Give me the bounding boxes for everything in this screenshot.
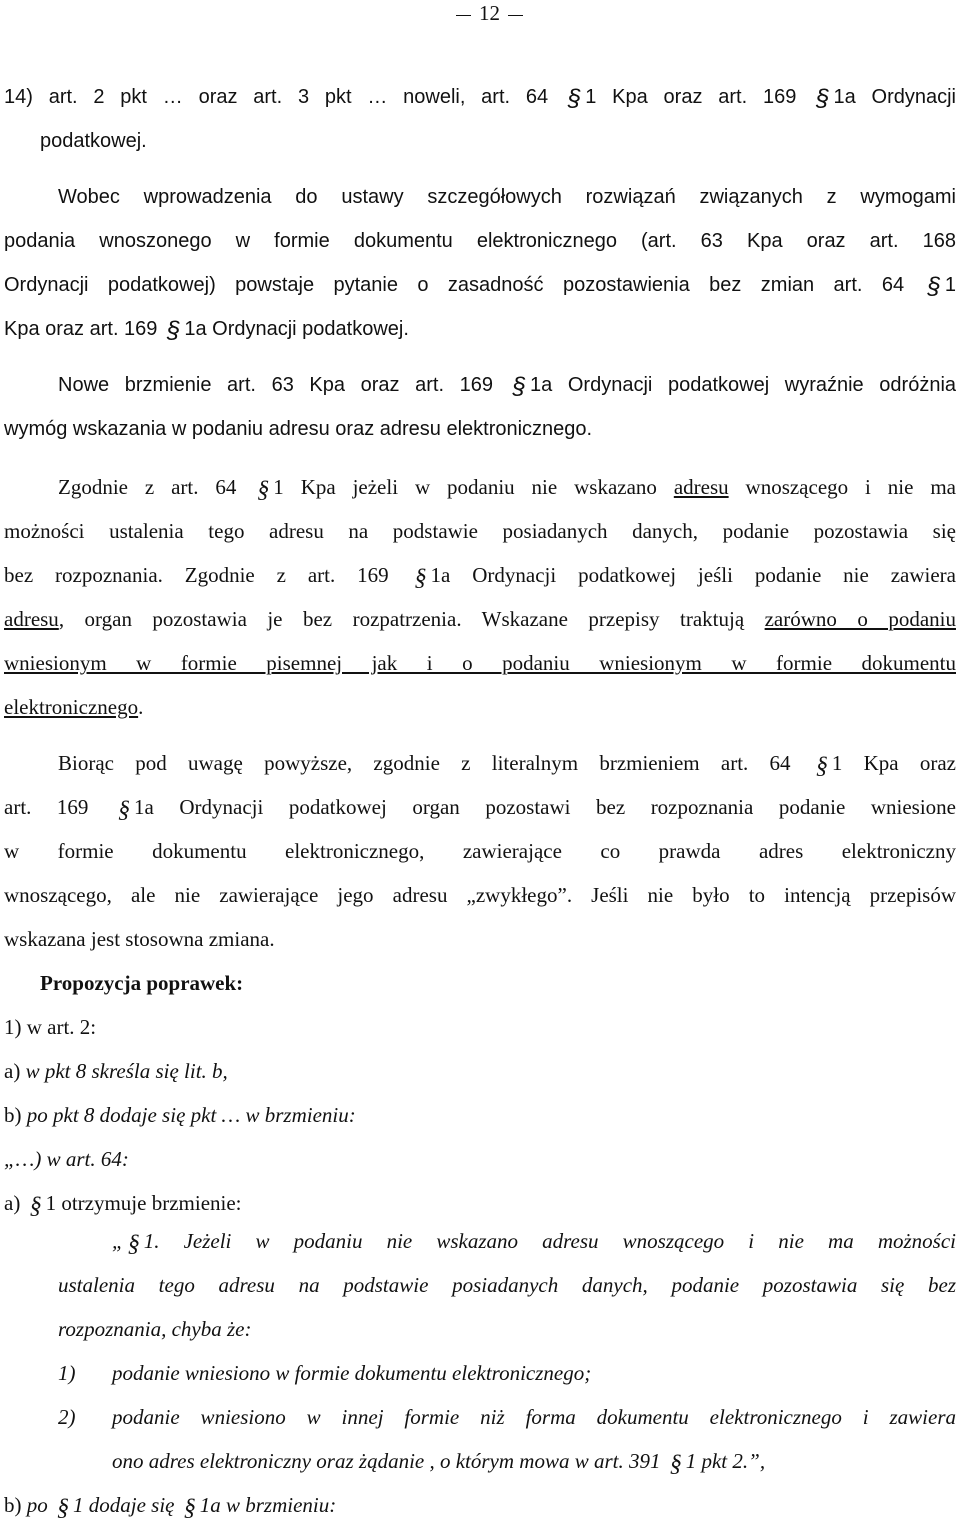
text-span: Biorąc pod uwagę powyższe, zgodnie z literalnym brzmieniem art. 64 bbox=[58, 751, 812, 775]
paragraph-line bbox=[4, 226, 956, 256]
italic-text: rozpoznania, chyba że: bbox=[58, 1317, 252, 1341]
list-line bbox=[4, 1144, 956, 1174]
italic-text: 1 dodaje się bbox=[73, 1493, 180, 1517]
dash-right bbox=[508, 15, 523, 16]
text-span: 1 otrzymuje brzmienie: bbox=[45, 1191, 242, 1215]
italic-text: podanie wniesiono w innej formie niż forma dokumentu elektronicznego i zawiera bbox=[112, 1405, 956, 1429]
underlined-text: zarówno o podaniu bbox=[764, 607, 956, 631]
section-symbol: § bbox=[117, 797, 130, 823]
text-span: Zgodnie z art. 64 bbox=[58, 475, 254, 499]
section-symbol: § bbox=[567, 85, 582, 112]
italic-text: ustalenia tego adresu na podstawie posiadanych danych, podanie pozostawia się bez bbox=[58, 1273, 956, 1297]
section-symbol: § bbox=[257, 477, 270, 503]
text-span: art. 169 bbox=[4, 795, 114, 819]
page-number: 12 bbox=[448, 0, 531, 28]
list-line bbox=[4, 1100, 956, 1130]
text-span: 1 Kpa oraz art. 169 bbox=[585, 86, 813, 108]
item-number: 14) bbox=[4, 86, 33, 108]
paragraph-line bbox=[4, 692, 956, 722]
list-marker: a) bbox=[4, 1059, 26, 1083]
paragraph-line bbox=[40, 126, 956, 156]
list-marker: a) bbox=[4, 1191, 26, 1215]
text-span: w formie dokumentu elektronicznego, zawierające co prawda adres elektroniczny bbox=[4, 839, 956, 863]
text-span: 1 bbox=[944, 274, 956, 296]
text-span: wymóg wskazania w podaniu adresu oraz adresu elektronicznego. bbox=[4, 418, 593, 440]
paragraph-line bbox=[4, 880, 956, 910]
section-symbol: § bbox=[816, 85, 830, 112]
paragraph-line bbox=[4, 560, 956, 590]
paragraph-line bbox=[4, 270, 956, 300]
italic-text: ono adres elektroniczny oraz żądanie , o którym mowa w art. 391 bbox=[112, 1449, 666, 1473]
underlined-text: adresu bbox=[4, 607, 59, 631]
heading-text: Propozycja poprawek: bbox=[40, 971, 244, 995]
text-span: Wobec wprowadzenia do ustawy szczegółowych rozwiązań związanych z wymogami bbox=[58, 186, 956, 208]
paragraph-line bbox=[4, 836, 956, 866]
text-span: wnoszącego i nie ma bbox=[728, 475, 956, 499]
text-span: , organ pozostawia je bez rozpatrzenia. Wskazane przepisy traktują bbox=[58, 607, 765, 631]
dash-left bbox=[456, 15, 471, 16]
paragraph-line bbox=[4, 314, 956, 344]
section-symbol: § bbox=[29, 1193, 42, 1219]
text-span: podatkowej. bbox=[40, 130, 147, 152]
underlined-text: elektronicznego bbox=[4, 695, 139, 719]
text-span: Kpa oraz art. 169 bbox=[4, 318, 163, 340]
text-span: wskazana jest stosowna zmiana. bbox=[4, 927, 275, 951]
quoted-line bbox=[112, 1226, 956, 1256]
text-span: podania wnoszonego w formie dokumentu elektronicznego (art. 63 Kpa oraz art. 168 bbox=[4, 230, 956, 252]
paragraph-line bbox=[4, 792, 956, 822]
paragraph-line bbox=[4, 414, 956, 444]
section-symbol: § bbox=[669, 1451, 682, 1477]
italic-text: 1a w brzmieniu: bbox=[199, 1493, 337, 1517]
list-marker: 2) bbox=[58, 1405, 76, 1429]
list-marker: 1) bbox=[58, 1361, 76, 1385]
underlined-text: wniesionym w formie pisemnej jak i o podaniu wniesionym w formie dokumentu bbox=[4, 651, 956, 675]
paragraph-line bbox=[4, 924, 956, 954]
text-span: 1) w art. 2: bbox=[4, 1015, 97, 1039]
text-span: Ordynacji podatkowej) powstaje pytanie o zasadność pozostawienia bez zmian art. 64 bbox=[4, 274, 924, 296]
text-span: 1a Ordynacji podatkowej organ pozostawi bez rozpoznania podanie wniesione bbox=[133, 795, 956, 819]
section-symbol: § bbox=[166, 317, 181, 344]
underlined-text: adresu bbox=[673, 475, 729, 499]
quoted-line bbox=[58, 1314, 956, 1344]
list-item bbox=[112, 1446, 956, 1476]
section-symbol: § bbox=[927, 273, 941, 300]
section-symbol: § bbox=[414, 565, 427, 591]
paragraph-line bbox=[58, 748, 956, 778]
section-symbol: § bbox=[57, 1495, 69, 1521]
list-line bbox=[4, 1012, 956, 1042]
text-span: 1a Ordynacji bbox=[833, 86, 956, 108]
text-span: 1 Kpa oraz bbox=[831, 751, 956, 775]
section-symbol: § bbox=[815, 753, 828, 779]
paragraph-line bbox=[58, 472, 956, 502]
list-line bbox=[4, 1188, 956, 1218]
list-marker: b) bbox=[4, 1493, 27, 1517]
italic-text: „…) w art. 64: bbox=[4, 1147, 129, 1171]
text-span: wnoszącego, ale nie zawierające jego adresu „zwykłego”. Jeśli nie było to intencją przepisów bbox=[4, 883, 956, 907]
section-symbol: § bbox=[183, 1495, 196, 1521]
text-span: 1a Ordynacji podatkowej jeśli podanie nie zawiera bbox=[430, 563, 956, 587]
list-line bbox=[4, 1490, 956, 1520]
list-item bbox=[58, 1358, 956, 1388]
quoted-line bbox=[58, 1270, 956, 1300]
italic-text: podanie wniesiono w formie dokumentu elektronicznego; bbox=[112, 1361, 592, 1385]
list-marker: b) bbox=[4, 1103, 27, 1127]
list-line bbox=[4, 1056, 956, 1086]
italic-text: po pkt 8 dodaje się pkt … w brzmieniu: bbox=[26, 1103, 356, 1127]
text-span: możności ustalenia tego adresu na podstawie posiadanych danych, podanie pozostawia się bbox=[4, 519, 956, 543]
list-item bbox=[58, 1402, 956, 1432]
paragraph-line bbox=[4, 82, 956, 112]
paragraph-line bbox=[4, 516, 956, 546]
paragraph-line bbox=[58, 370, 956, 400]
italic-text: po bbox=[26, 1493, 53, 1517]
text-span: Nowe brzmienie art. 63 Kpa oraz art. 169 bbox=[58, 374, 509, 396]
text-span: 1a Ordynacji podatkowej wyraźnie odróżnia bbox=[530, 374, 957, 396]
paragraph-line bbox=[4, 604, 956, 634]
text-span: bez rozpoznania. Zgodnie z art. 169 bbox=[4, 563, 411, 587]
italic-text: „ bbox=[112, 1229, 124, 1253]
text-span: 1 Kpa jeżeli w podaniu nie wskazano bbox=[273, 475, 674, 499]
section-heading bbox=[40, 968, 956, 998]
italic-text: w pkt 8 skreśla się lit. b, bbox=[25, 1059, 228, 1083]
text-span: art. 2 pkt … oraz art. 3 pkt … noweli, art. 64 bbox=[32, 86, 564, 108]
italic-text: 1 pkt 2.”, bbox=[685, 1449, 766, 1473]
text-span: . bbox=[138, 695, 144, 719]
italic-text: 1. Jeżeli w podaniu nie wskazano adresu wnoszącego i nie ma możności bbox=[143, 1229, 956, 1253]
paragraph-line bbox=[58, 182, 956, 212]
text-span: 1a Ordynacji podatkowej. bbox=[184, 318, 409, 340]
section-symbol: § bbox=[127, 1231, 140, 1257]
section-symbol: § bbox=[512, 373, 527, 400]
paragraph-line bbox=[4, 648, 956, 678]
